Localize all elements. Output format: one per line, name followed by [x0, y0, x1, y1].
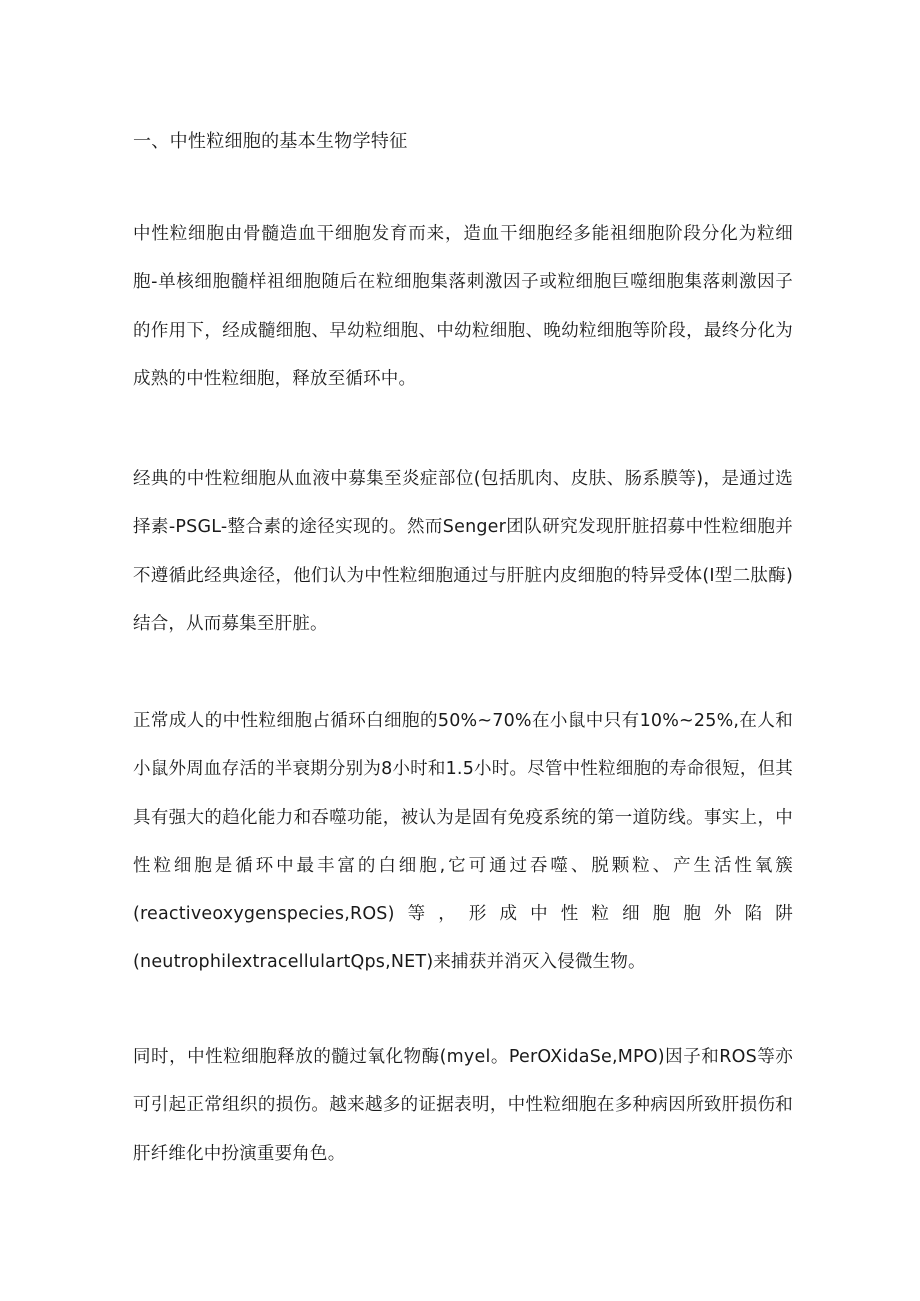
paragraph-recruitment: 经典的中性粒细胞从血液中募集至炎症部位(包括肌肉、皮肤、肠系膜等)，是通过选择素-PSGL-整合素的途径实现的。然而Senger团队研究发现肝脏招募中性粒细胞并不遵循此经典途径，他们认为中性粒细胞通过与肝脏内皮细胞的特异受体(I型二肽酶)结合，从而募集至肝脏。 — [133, 469, 793, 634]
paragraph-origin: 中性粒细胞由骨髓造血干细胞发育而来，造血干细胞经多能祖细胞阶段分化为粒细胞-单核细胞髓样祖细胞随后在粒细胞集落刺激因子或粒细胞巨噬细胞集落刺激因子的作用下，经成髓细胞、早幼粒细胞、中幼粒细胞、晚幼粒细胞等阶段，最终分化为成熟的中性粒细胞，释放至循环中。 — [133, 224, 793, 389]
section-heading: 一、中性粒细胞的基本生物学特征 — [133, 131, 408, 152]
paragraph-injury: 同时，中性粒细胞释放的髓过氧化物酶(myel。PerOXidaSe,MPO)因子和ROS等亦可引起正常组织的损伤。越来越多的证据表明，中性粒细胞在多种病因所致肝损伤和肝纤维化中扮演重要角色。 — [133, 1047, 793, 1164]
paragraph-function: 正常成人的中性粒细胞占循环白细胞的50%~70%在小鼠中只有10%~25%,在人和小鼠外周血存活的半衰期分别为8小时和1.5小时。尽管中性粒细胞的寿命很短，但其具有强大的趋化能力和吞噬功能，被认为是固有免疫系统的第一道防线。事实上，中性粒细胞是循环中最丰富的白细胞,它可通过吞噬、脱颗粒、产生活性氧簇(reactiveoxygenspecies,ROS)等，形成中性粒细胞胞外陷阱(neutrophilextracellulartQps,NET)来捕获并消灭入侵微生物。 — [133, 711, 793, 973]
